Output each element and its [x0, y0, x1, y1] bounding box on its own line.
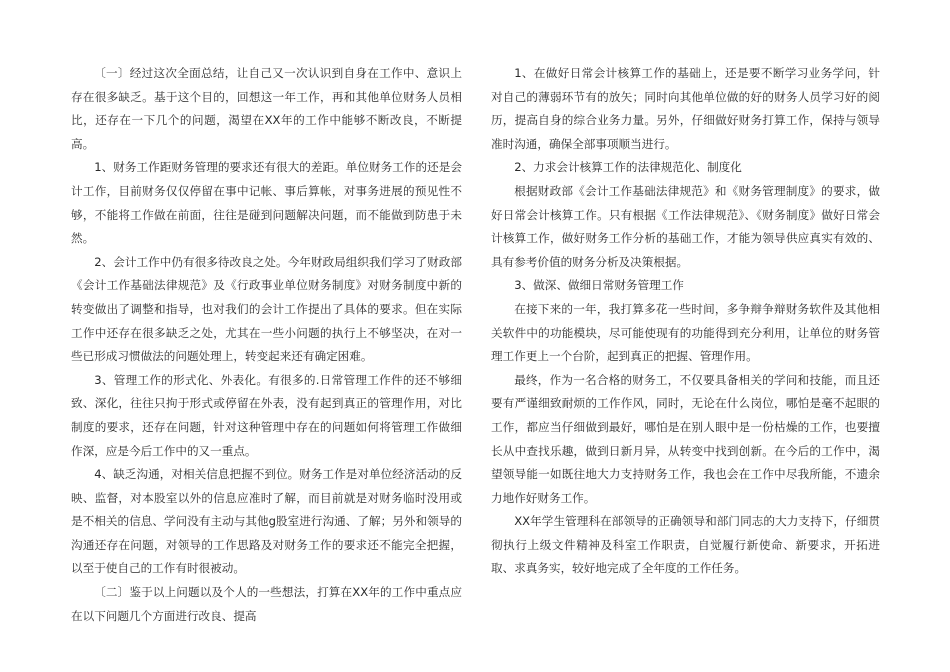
left-paragraph-plan-intro: 〔二〕鉴于以上问题以及个人的一些想法，打算在XX年的工作中重点应在以下问题几个方面进行改良、提高 — [71, 585, 462, 623]
left-paragraph-item-3: 3、管理工作的形式化、外表化。有很多的.日常管理工作件的还不够细致、深化，往往只拘于形式或停留在外表，没有起到真正的管理作用，对比制度的要求，还存在问题，针对这种管理中存在的问题如何将管理工作做细作深，应是今后工作中的又一重点。 — [71, 372, 462, 458]
right-heading-item-3: 3、做深、做细日常财务管理工作 — [514, 278, 684, 293]
left-paragraph-item-2: 2、会计工作中仍有很多待改良之处。今年财政局组织我们学习了财政部《会计工作基础法律规范》及《行政事业单位财务制度》对财务制度中新的转变做出了调整和指导，也对我们的会计工作提出了具体的要求。但在实际工作中还存在很多缺乏之处，尤其在一些小问题的执行上不够坚决，在对一些已形成习惯做法的问题处理上，转变起来还有确定困难。 — [71, 254, 462, 364]
right-paragraph-annual-summary: XX年学生管理科在部领导的正确领导和部门同志的大力支持下，仔细贯彻执行上级文件精神及科室工作职责，自觉履行新使命、新要求，开拓进取、求真务实，较好地完成了全年度的工作任务。 — [491, 514, 880, 576]
left-column — [71, 62, 462, 628]
right-paragraph-item-1: 1、在做好日常会计核算工作的基础上，还是要不断学习业务学问，针对自己的薄弱环节有的放矢；同时向其他单位做的好的财务人员学习好的阅历，提高自身的综合业务力量。另外，仔细做好财务打算工作，保持与领导准时沟通，确保全部事项顺当进行。 — [491, 66, 880, 151]
right-paragraph-item-2-body: 根据财政部《会计工作基础法律规范》和《财务管理制度》的要求，做好日常会计核算工作。只有根据《工作法律规范》、《财务制度》做好日常会计核算工作，做好财务工作分析的基础工作，才能为领导供应真实有效的、具有参考价值的财务分析及决策根据。 — [491, 183, 880, 269]
left-paragraph-item-4: 4、缺乏沟通，对相关信息把握不到位。财务工作是对单位经济活动的反映、监督，对本股室以外的信息应准时了解，而目前就是对财务临时没用或是不相关的信息、学问没有主动与其他g股室进行沟通、了解；另外和领导的沟通还存在问题，对领导的工作思路及对财务工作的要求还不能完全把握，以至于使自己的工作有时很被动。 — [71, 467, 462, 576]
left-paragraph-summary-intro: 〔一〕经过这次全面总结，让自己又一次认识到自身在工作中、意识上存在很多缺乏。基于这个目的，回想这一年工作，再和其他单位财务人员相比，还存在一下几个的问题，渴望在XX年的工作中能够不断改良，不断提高。 — [71, 66, 462, 151]
right-paragraph-conclusion: 最终，作为一名合格的财务工，不仅要具备相关的学问和技能，而且还要有严谨细致耐烦的工作作风，同时，无论在什么岗位，哪怕是毫不起眼的工作，都应当仔细做到最好，哪怕是在别人眼中是一份枯燥的工作，也要擅长从中查找乐趣，做到日新月异，从转变中找到创新。在今后的工作中，渴望领导能一如既往地大力支持财务工作，我也会在工作中尽我所能，不遗余力地作好财务工作。 — [491, 372, 880, 505]
left-paragraph-item-1: 1、财务工作距财务管理的要求还有很大的差距。单位财务工作的还是会计工作，目前财务仅仅停留在事中记帐、事后算帐，对事务进展的预见性不够，不能将工作做在前面，往往是碰到问题解决问题，而不能做到防患于未然。 — [71, 160, 462, 246]
right-paragraph-item-3-body: 在接下来的一年，我打算多花一些时间，多争辩争辩财务软件及其他相关软件中的功能模块，尽可能使现有的功能得到充分利用，让单位的财务管理工作更上一个台阶，起到真正的把握、管理作用。 — [491, 301, 880, 364]
right-heading-item-2: 2、力求会计核算工作的法律规范化、制度化 — [514, 160, 742, 175]
right-column — [491, 62, 880, 581]
